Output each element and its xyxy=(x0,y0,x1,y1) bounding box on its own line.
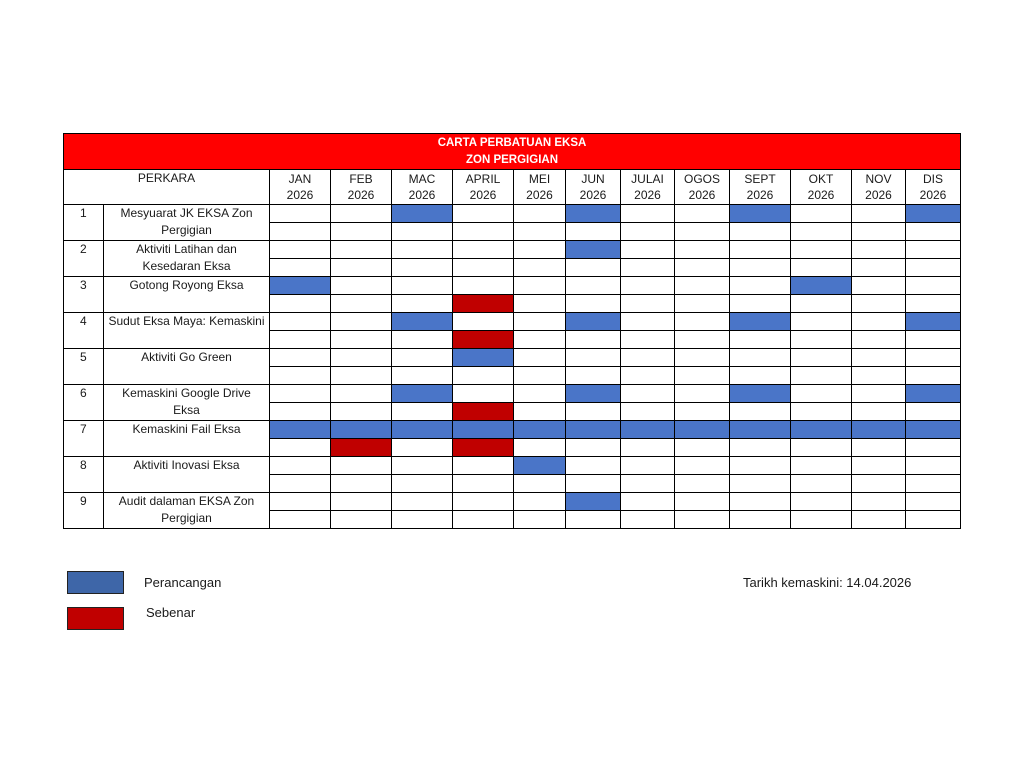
schedule-cell xyxy=(331,259,392,277)
schedule-cell xyxy=(906,457,961,475)
schedule-cell xyxy=(453,277,514,295)
activity-name: Audit dalaman EKSA Zon Pergigian xyxy=(104,493,270,529)
schedule-cell xyxy=(331,205,392,223)
schedule-cell xyxy=(621,259,675,277)
schedule-cell xyxy=(270,493,331,511)
schedule-cell xyxy=(675,277,730,295)
plan-bar xyxy=(514,421,566,439)
schedule-cell xyxy=(270,457,331,475)
month-header xyxy=(331,170,392,205)
actual-bar xyxy=(453,403,514,421)
activity-number: 8 xyxy=(64,457,104,493)
schedule-cell xyxy=(566,259,621,277)
schedule-cell xyxy=(566,223,621,241)
schedule-cell xyxy=(906,475,961,493)
schedule-cell xyxy=(566,475,621,493)
month-header xyxy=(392,170,453,205)
schedule-cell xyxy=(730,349,791,367)
schedule-cell xyxy=(453,223,514,241)
month-year: 2026 xyxy=(579,188,607,202)
schedule-cell xyxy=(730,223,791,241)
plan-bar xyxy=(392,385,453,403)
plan-bar xyxy=(730,421,791,439)
schedule-cell xyxy=(730,439,791,457)
month-name: JULAI xyxy=(631,172,664,186)
schedule-cell xyxy=(566,349,621,367)
schedule-cell xyxy=(514,385,566,403)
schedule-cell xyxy=(453,493,514,511)
schedule-cell xyxy=(331,295,392,313)
schedule-cell xyxy=(791,403,852,421)
plan-bar xyxy=(566,385,621,403)
schedule-cell xyxy=(675,259,730,277)
legend-actual-swatch xyxy=(67,607,124,630)
activity-number: 1 xyxy=(64,205,104,241)
schedule-cell xyxy=(392,475,453,493)
schedule-cell xyxy=(906,403,961,421)
schedule-cell xyxy=(331,313,392,331)
month-year: 2026 xyxy=(634,188,661,202)
plan-bar xyxy=(730,205,791,223)
month-name: FEB xyxy=(349,172,373,186)
schedule-cell xyxy=(730,295,791,313)
schedule-cell xyxy=(906,511,961,529)
schedule-cell xyxy=(852,367,906,385)
activity-name: Sudut Eksa Maya: Kemaskini xyxy=(104,313,270,349)
month-header xyxy=(621,170,675,205)
schedule-cell xyxy=(514,493,566,511)
schedule-cell xyxy=(331,367,392,385)
schedule-cell xyxy=(270,349,331,367)
plan-bar xyxy=(621,421,675,439)
plan-bar xyxy=(791,277,852,295)
plan-bar xyxy=(730,385,791,403)
activity-number: 7 xyxy=(64,421,104,457)
activity-name: Gotong Royong Eksa xyxy=(104,277,270,313)
schedule-cell xyxy=(791,385,852,403)
schedule-cell xyxy=(621,385,675,403)
schedule-cell xyxy=(675,295,730,313)
plan-bar xyxy=(675,421,730,439)
plan-bar xyxy=(906,421,961,439)
schedule-cell xyxy=(514,313,566,331)
schedule-cell xyxy=(730,259,791,277)
month-name: JUN xyxy=(581,172,605,186)
schedule-cell xyxy=(675,457,730,475)
schedule-cell xyxy=(453,241,514,259)
schedule-cell xyxy=(331,475,392,493)
month-year: 2026 xyxy=(746,188,774,202)
month-year: 2026 xyxy=(865,188,892,202)
schedule-cell xyxy=(906,241,961,259)
schedule-cell xyxy=(791,241,852,259)
schedule-cell xyxy=(453,313,514,331)
schedule-cell xyxy=(852,259,906,277)
last-updated-text: Tarikh kemaskini: 14.04.2026 xyxy=(743,575,912,590)
schedule-cell xyxy=(730,457,791,475)
schedule-cell xyxy=(730,475,791,493)
schedule-cell xyxy=(566,403,621,421)
plan-bar xyxy=(566,205,621,223)
month-year: 2026 xyxy=(526,188,553,202)
schedule-cell xyxy=(852,511,906,529)
activity-plan-row xyxy=(64,385,961,403)
activity-plan-row xyxy=(64,349,961,367)
month-name: DIS xyxy=(923,172,944,186)
schedule-cell xyxy=(675,223,730,241)
schedule-cell xyxy=(730,511,791,529)
schedule-cell xyxy=(675,403,730,421)
plan-bar xyxy=(392,313,453,331)
activity-number: 2 xyxy=(64,241,104,277)
schedule-cell xyxy=(675,367,730,385)
schedule-cell xyxy=(514,205,566,223)
schedule-cell xyxy=(270,367,331,385)
chart-title xyxy=(64,134,961,170)
schedule-cell xyxy=(791,439,852,457)
schedule-cell xyxy=(852,439,906,457)
schedule-cell xyxy=(906,295,961,313)
schedule-cell xyxy=(566,367,621,385)
activity-name: Aktiviti Latihan dan Kesedaran Eksa xyxy=(104,241,270,277)
schedule-cell xyxy=(791,367,852,385)
schedule-cell xyxy=(906,493,961,511)
month-year: 2026 xyxy=(286,188,314,202)
month-header xyxy=(453,170,514,205)
schedule-cell xyxy=(852,313,906,331)
schedule-cell xyxy=(514,475,566,493)
month-name: NOV xyxy=(865,172,892,186)
schedule-cell xyxy=(791,493,852,511)
plan-bar xyxy=(453,349,514,367)
schedule-cell xyxy=(270,511,331,529)
plan-bar xyxy=(453,421,514,439)
activity-plan-row xyxy=(64,493,961,511)
month-year: 2026 xyxy=(408,188,436,202)
actual-bar xyxy=(453,295,514,313)
month-year: 2026 xyxy=(919,188,947,202)
schedule-cell xyxy=(730,241,791,259)
schedule-cell xyxy=(566,457,621,475)
schedule-cell xyxy=(331,457,392,475)
plan-bar xyxy=(566,313,621,331)
schedule-cell xyxy=(730,493,791,511)
legend-plan-swatch xyxy=(67,571,124,594)
schedule-cell xyxy=(331,493,392,511)
schedule-cell xyxy=(331,331,392,349)
schedule-cell xyxy=(675,313,730,331)
schedule-cell xyxy=(621,367,675,385)
schedule-cell xyxy=(852,331,906,349)
schedule-cell xyxy=(392,259,453,277)
schedule-cell xyxy=(791,475,852,493)
month-name: SEPT xyxy=(744,172,776,186)
month-name: OGOS xyxy=(683,172,720,186)
actual-bar xyxy=(331,439,392,457)
schedule-cell xyxy=(791,331,852,349)
activity-plan-row xyxy=(64,277,961,295)
schedule-cell xyxy=(621,241,675,259)
schedule-cell xyxy=(514,349,566,367)
schedule-cell xyxy=(852,385,906,403)
schedule-cell xyxy=(453,475,514,493)
activity-name: Aktiviti Go Green xyxy=(104,349,270,385)
schedule-cell xyxy=(392,277,453,295)
plan-bar xyxy=(392,205,453,223)
schedule-cell xyxy=(392,295,453,313)
schedule-cell xyxy=(566,331,621,349)
plan-bar xyxy=(852,421,906,439)
schedule-cell xyxy=(331,511,392,529)
schedule-cell xyxy=(791,259,852,277)
schedule-cell xyxy=(514,439,566,457)
schedule-cell xyxy=(453,511,514,529)
activity-number: 9 xyxy=(64,493,104,529)
schedule-cell xyxy=(621,331,675,349)
schedule-cell xyxy=(514,331,566,349)
schedule-cell xyxy=(852,223,906,241)
schedule-cell xyxy=(392,403,453,421)
schedule-cell xyxy=(621,223,675,241)
schedule-cell xyxy=(621,403,675,421)
schedule-cell xyxy=(270,403,331,421)
schedule-cell xyxy=(392,457,453,475)
schedule-cell xyxy=(331,385,392,403)
schedule-cell xyxy=(852,403,906,421)
schedule-cell xyxy=(270,241,331,259)
schedule-cell xyxy=(392,493,453,511)
plan-bar xyxy=(566,241,621,259)
schedule-cell xyxy=(566,511,621,529)
schedule-cell xyxy=(514,223,566,241)
month-header xyxy=(270,170,331,205)
schedule-cell xyxy=(675,349,730,367)
schedule-cell xyxy=(906,223,961,241)
activity-plan-row xyxy=(64,205,961,223)
schedule-cell xyxy=(730,403,791,421)
schedule-cell xyxy=(852,493,906,511)
month-year: 2026 xyxy=(469,188,497,202)
schedule-cell xyxy=(906,277,961,295)
schedule-cell xyxy=(621,493,675,511)
schedule-cell xyxy=(331,277,392,295)
schedule-cell xyxy=(514,259,566,277)
month-name: OKT xyxy=(808,172,834,186)
plan-bar xyxy=(906,313,961,331)
schedule-cell xyxy=(852,475,906,493)
schedule-cell xyxy=(852,349,906,367)
plan-bar xyxy=(514,457,566,475)
schedule-cell xyxy=(270,313,331,331)
schedule-cell xyxy=(675,331,730,349)
schedule-cell xyxy=(514,367,566,385)
schedule-cell xyxy=(453,385,514,403)
schedule-cell xyxy=(392,241,453,259)
schedule-cell xyxy=(906,367,961,385)
schedule-cell xyxy=(392,511,453,529)
month-header xyxy=(791,170,852,205)
month-year: 2026 xyxy=(688,188,716,202)
schedule-cell xyxy=(621,349,675,367)
month-header xyxy=(514,170,566,205)
month-header xyxy=(675,170,730,205)
schedule-cell xyxy=(621,205,675,223)
schedule-cell xyxy=(675,511,730,529)
legend-actual-label: Sebenar xyxy=(146,605,196,620)
activity-number: 4 xyxy=(64,313,104,349)
schedule-cell xyxy=(270,223,331,241)
schedule-cell xyxy=(675,439,730,457)
schedule-cell xyxy=(906,439,961,457)
schedule-cell xyxy=(566,277,621,295)
activity-number: 3 xyxy=(64,277,104,313)
schedule-cell xyxy=(621,277,675,295)
item-column-header: PERKARA xyxy=(64,170,270,205)
schedule-cell xyxy=(791,205,852,223)
month-year: 2026 xyxy=(807,188,835,202)
schedule-cell xyxy=(392,223,453,241)
schedule-cell xyxy=(852,295,906,313)
chart-title-line2: ZON PERGIGIAN xyxy=(466,153,559,166)
activity-name: Aktiviti Inovasi Eksa xyxy=(104,457,270,493)
schedule-cell xyxy=(906,331,961,349)
activity-number: 5 xyxy=(64,349,104,385)
schedule-cell xyxy=(791,313,852,331)
schedule-cell xyxy=(331,241,392,259)
schedule-cell xyxy=(675,385,730,403)
plan-bar xyxy=(730,313,791,331)
schedule-cell xyxy=(675,475,730,493)
schedule-cell xyxy=(270,295,331,313)
month-name: APRIL xyxy=(465,172,501,186)
schedule-cell xyxy=(566,439,621,457)
schedule-cell xyxy=(270,475,331,493)
month-name: MEI xyxy=(528,172,551,186)
gantt-table xyxy=(63,133,961,529)
month-header xyxy=(906,170,961,205)
plan-bar xyxy=(566,421,621,439)
plan-bar xyxy=(270,277,331,295)
schedule-cell xyxy=(331,403,392,421)
schedule-cell xyxy=(514,403,566,421)
month-name: MAC xyxy=(408,172,436,186)
schedule-cell xyxy=(852,241,906,259)
schedule-cell xyxy=(392,331,453,349)
schedule-cell xyxy=(514,277,566,295)
schedule-cell xyxy=(392,349,453,367)
schedule-cell xyxy=(621,511,675,529)
plan-bar xyxy=(566,493,621,511)
schedule-cell xyxy=(270,439,331,457)
schedule-cell xyxy=(270,205,331,223)
schedule-cell xyxy=(514,241,566,259)
month-name: JAN xyxy=(288,172,312,186)
schedule-cell xyxy=(621,295,675,313)
schedule-cell xyxy=(621,457,675,475)
schedule-cell xyxy=(675,241,730,259)
month-header xyxy=(852,170,906,205)
schedule-cell xyxy=(906,259,961,277)
schedule-cell xyxy=(270,385,331,403)
legend-plan-label: Perancangan xyxy=(144,575,222,590)
chart-title-line1: CARTA PERBATUAN EKSA xyxy=(437,136,587,149)
schedule-cell xyxy=(621,313,675,331)
schedule-cell xyxy=(852,277,906,295)
plan-bar xyxy=(906,205,961,223)
schedule-cell xyxy=(453,259,514,277)
schedule-cell xyxy=(392,367,453,385)
schedule-cell xyxy=(331,223,392,241)
schedule-cell xyxy=(270,331,331,349)
activity-number: 6 xyxy=(64,385,104,421)
schedule-cell xyxy=(566,295,621,313)
plan-bar xyxy=(331,421,392,439)
activity-name: Kemaskini Google Drive Eksa xyxy=(104,385,270,421)
plan-bar xyxy=(906,385,961,403)
schedule-cell xyxy=(675,493,730,511)
activity-name: Kemaskini Fail Eksa xyxy=(104,421,270,457)
schedule-cell xyxy=(791,349,852,367)
schedule-cell xyxy=(392,439,453,457)
schedule-cell xyxy=(453,457,514,475)
schedule-cell xyxy=(621,475,675,493)
schedule-cell xyxy=(852,205,906,223)
schedule-cell xyxy=(852,457,906,475)
schedule-cell xyxy=(791,295,852,313)
activity-plan-row xyxy=(64,313,961,331)
schedule-cell xyxy=(331,349,392,367)
schedule-cell xyxy=(514,295,566,313)
activity-plan-row xyxy=(64,421,961,439)
schedule-cell xyxy=(791,223,852,241)
plan-bar xyxy=(392,421,453,439)
schedule-cell xyxy=(730,277,791,295)
schedule-cell xyxy=(453,367,514,385)
schedule-cell xyxy=(270,259,331,277)
schedule-cell xyxy=(514,511,566,529)
actual-bar xyxy=(453,439,514,457)
schedule-cell xyxy=(453,205,514,223)
plan-bar xyxy=(791,421,852,439)
schedule-cell xyxy=(730,331,791,349)
activity-plan-row xyxy=(64,241,961,259)
month-header xyxy=(566,170,621,205)
month-year: 2026 xyxy=(347,188,375,202)
schedule-cell xyxy=(675,205,730,223)
schedule-cell xyxy=(791,511,852,529)
schedule-cell xyxy=(791,457,852,475)
schedule-cell xyxy=(906,349,961,367)
plan-bar xyxy=(270,421,331,439)
actual-bar xyxy=(453,331,514,349)
schedule-cell xyxy=(730,367,791,385)
month-header xyxy=(730,170,791,205)
activity-name: Mesyuarat JK EKSA Zon Pergigian xyxy=(104,205,270,241)
schedule-cell xyxy=(621,439,675,457)
activity-plan-row xyxy=(64,457,961,475)
